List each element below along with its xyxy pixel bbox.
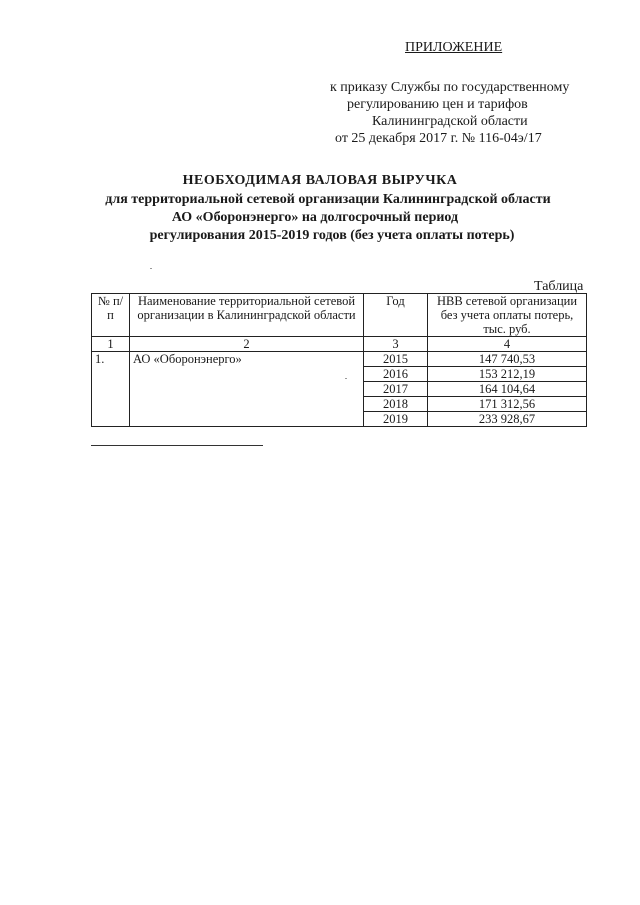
table-row [92, 352, 587, 367]
header-organization: Наименование территориальной сетевой организации в Калининградской области [130, 294, 364, 337]
year-cell: 2016 [364, 367, 428, 382]
header-year: Год [364, 294, 428, 337]
appendix-heading: ПРИЛОЖЕНИЕ [405, 40, 503, 55]
year-cell: 2018 [364, 397, 428, 412]
revenue-cell: 147 740,53 [428, 352, 587, 367]
column-number: 4 [428, 337, 587, 352]
scan-speck [150, 268, 152, 269]
document-subtitle: для территориальной сетевой организации Калининградской области [105, 192, 551, 207]
document-subtitle: АО «Оборонэнерго» на долгосрочный период [171, 210, 459, 225]
header-revenue: НВВ сетевой организации без учета оплаты потерь, тыс. руб. [428, 294, 587, 337]
column-number: 2 [130, 337, 364, 352]
document-subtitle: регулирования 2015-2019 годов (без учета оплаты потерь) [149, 228, 515, 243]
organization-name: АО «Оборонэнерго» [130, 352, 364, 427]
row-number: 1. [92, 352, 130, 427]
year-cell: 2017 [364, 382, 428, 397]
order-reference-line: к приказу Службы по государственному [330, 80, 570, 95]
scan-speck [345, 378, 347, 379]
order-reference-line: Калининградской области [372, 114, 528, 129]
document-title: НЕОБХОДИМАЯ ВАЛОВАЯ ВЫРУЧКА [182, 173, 458, 188]
header-number: № п/п [92, 294, 130, 337]
revenue-cell: 164 104,64 [428, 382, 587, 397]
column-number: 3 [364, 337, 428, 352]
revenue-table [91, 293, 587, 427]
year-cell: 2019 [364, 412, 428, 427]
revenue-cell: 171 312,56 [428, 397, 587, 412]
revenue-cell: 233 928,67 [428, 412, 587, 427]
column-number-row [92, 337, 587, 352]
column-number: 1 [92, 337, 130, 352]
order-reference-line: регулированию цен и тарифов [347, 97, 528, 112]
table-caption: Таблица [534, 279, 584, 294]
table-header-row [92, 294, 587, 337]
revenue-cell: 153 212,19 [428, 367, 587, 382]
order-reference-line: от 25 декабря 2017 г. № 116-04э/17 [335, 131, 542, 146]
footnote-divider [91, 445, 263, 446]
year-cell: 2015 [364, 352, 428, 367]
